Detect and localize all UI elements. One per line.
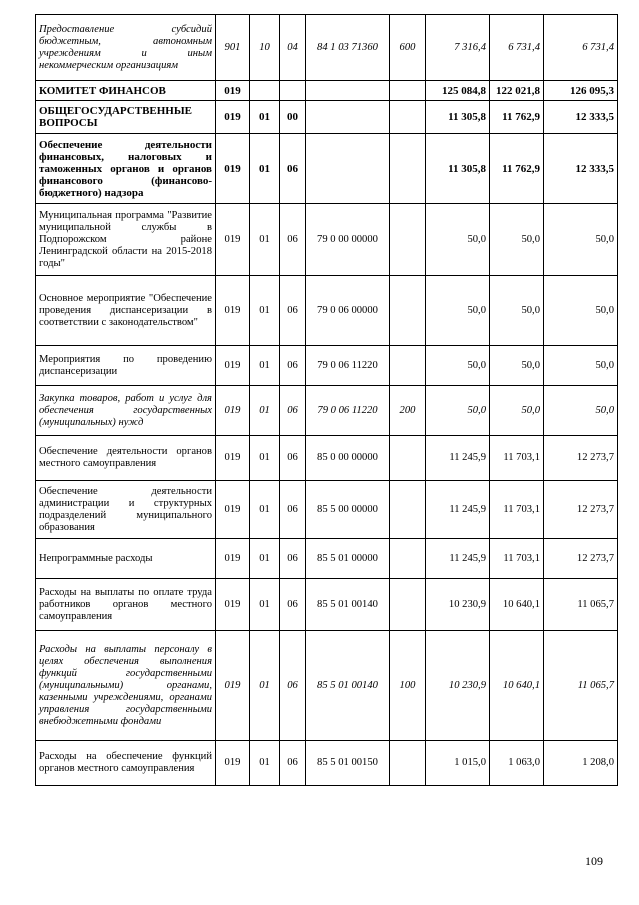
row-value-2: 10 640,1 — [490, 631, 544, 741]
row-section: 01 — [250, 101, 280, 134]
row-name: КОМИТЕТ ФИНАНСОВ — [36, 81, 216, 101]
row-value-1: 11 305,8 — [426, 101, 490, 134]
row-grbs: 019 — [216, 346, 250, 386]
row-value-3: 50,0 — [544, 346, 618, 386]
row-target-code: 85 0 00 00000 — [306, 436, 390, 481]
row-expense-type — [390, 134, 426, 204]
row-name: Закупка товаров, работ и услуг для обеспечения государственных (муниципальных) нужд — [36, 386, 216, 436]
row-target-code: 85 5 01 00140 — [306, 631, 390, 741]
row-value-3: 12 273,7 — [544, 481, 618, 539]
row-subsection: 00 — [280, 101, 306, 134]
row-value-3: 12 273,7 — [544, 436, 618, 481]
row-expense-type: 200 — [390, 386, 426, 436]
row-grbs: 019 — [216, 276, 250, 346]
row-target-code: 79 0 06 11220 — [306, 346, 390, 386]
row-expense-type — [390, 741, 426, 786]
row-value-1: 11 305,8 — [426, 134, 490, 204]
row-value-1: 11 245,9 — [426, 481, 490, 539]
row-expense-type — [390, 81, 426, 101]
table-row — [36, 539, 618, 579]
row-section: 01 — [250, 481, 280, 539]
row-name: Непрограммные расходы — [36, 539, 216, 579]
row-section — [250, 81, 280, 101]
row-target-code: 85 5 01 00150 — [306, 741, 390, 786]
row-subsection: 06 — [280, 539, 306, 579]
row-section: 01 — [250, 386, 280, 436]
row-section: 01 — [250, 346, 280, 386]
row-value-2: 11 703,1 — [490, 481, 544, 539]
row-value-1: 50,0 — [426, 386, 490, 436]
table-row — [36, 276, 618, 346]
row-subsection: 06 — [280, 436, 306, 481]
table-row — [36, 741, 618, 786]
row-subsection: 04 — [280, 15, 306, 81]
table-row — [36, 15, 618, 81]
row-expense-type — [390, 101, 426, 134]
row-value-1: 50,0 — [426, 204, 490, 276]
row-section: 10 — [250, 15, 280, 81]
row-grbs: 019 — [216, 741, 250, 786]
page-number: 109 — [585, 854, 603, 868]
row-grbs: 019 — [216, 436, 250, 481]
row-name: Обеспечение деятельности органов местного самоуправления — [36, 436, 216, 481]
table-row — [36, 346, 618, 386]
row-grbs: 019 — [216, 204, 250, 276]
row-expense-type — [390, 346, 426, 386]
row-value-2: 11 703,1 — [490, 539, 544, 579]
row-value-3: 1 208,0 — [544, 741, 618, 786]
row-expense-type: 600 — [390, 15, 426, 81]
row-value-2: 50,0 — [490, 204, 544, 276]
row-target-code: 85 5 01 00000 — [306, 539, 390, 579]
row-section: 01 — [250, 134, 280, 204]
row-target-code — [306, 81, 390, 101]
row-value-2: 10 640,1 — [490, 579, 544, 631]
row-value-1: 10 230,9 — [426, 631, 490, 741]
row-value-3: 50,0 — [544, 386, 618, 436]
row-target-code: 79 0 00 00000 — [306, 204, 390, 276]
row-value-3: 11 065,7 — [544, 631, 618, 741]
row-value-2: 1 063,0 — [490, 741, 544, 786]
row-subsection: 06 — [280, 386, 306, 436]
row-subsection: 06 — [280, 276, 306, 346]
row-section: 01 — [250, 276, 280, 346]
row-value-1: 50,0 — [426, 346, 490, 386]
row-name: Расходы на обеспечение функций органов местного самоуправления — [36, 741, 216, 786]
row-value-2: 50,0 — [490, 276, 544, 346]
row-grbs: 901 — [216, 15, 250, 81]
row-value-1: 1 015,0 — [426, 741, 490, 786]
row-value-2: 6 731,4 — [490, 15, 544, 81]
row-value-1: 11 245,9 — [426, 539, 490, 579]
row-name: Мероприятия по проведению диспансеризации — [36, 346, 216, 386]
row-grbs: 019 — [216, 134, 250, 204]
row-value-1: 10 230,9 — [426, 579, 490, 631]
row-target-code: 85 5 00 00000 — [306, 481, 390, 539]
row-value-3: 12 333,5 — [544, 101, 618, 134]
row-subsection: 06 — [280, 204, 306, 276]
row-expense-type — [390, 481, 426, 539]
row-subsection: 06 — [280, 346, 306, 386]
row-section: 01 — [250, 579, 280, 631]
row-expense-type — [390, 436, 426, 481]
row-value-3: 50,0 — [544, 204, 618, 276]
row-value-2: 50,0 — [490, 386, 544, 436]
row-value-3: 12 273,7 — [544, 539, 618, 579]
row-expense-type — [390, 276, 426, 346]
row-name: Предоставление субсидий бюджетным, автономным учреждениям и иным некоммерческим организациям — [36, 15, 216, 81]
row-expense-type: 100 — [390, 631, 426, 741]
row-section: 01 — [250, 204, 280, 276]
row-section: 01 — [250, 631, 280, 741]
row-grbs: 019 — [216, 386, 250, 436]
row-target-code: 84 1 03 71360 — [306, 15, 390, 81]
row-value-3: 50,0 — [544, 276, 618, 346]
row-name: Муниципальная программа "Развитие муниципальной службы в Подпорожском районе Ленинградской области на 2015-2018 годы" — [36, 204, 216, 276]
row-value-2: 11 762,9 — [490, 134, 544, 204]
row-value-2: 11 762,9 — [490, 101, 544, 134]
row-value-3: 11 065,7 — [544, 579, 618, 631]
row-subsection: 06 — [280, 579, 306, 631]
row-subsection — [280, 81, 306, 101]
row-value-1: 50,0 — [426, 276, 490, 346]
row-value-2: 122 021,8 — [490, 81, 544, 101]
row-section: 01 — [250, 436, 280, 481]
row-name: Основное мероприятие "Обеспечение проведения диспансеризации в соответствии с законодательством" — [36, 276, 216, 346]
table-row — [36, 481, 618, 539]
row-expense-type — [390, 539, 426, 579]
row-target-code — [306, 134, 390, 204]
row-value-1: 11 245,9 — [426, 436, 490, 481]
row-grbs: 019 — [216, 81, 250, 101]
row-value-3: 12 333,5 — [544, 134, 618, 204]
row-subsection: 06 — [280, 631, 306, 741]
row-expense-type — [390, 579, 426, 631]
row-subsection: 06 — [280, 134, 306, 204]
row-value-1: 125 084,8 — [426, 81, 490, 101]
row-grbs: 019 — [216, 539, 250, 579]
budget-table — [35, 14, 618, 786]
row-subsection: 06 — [280, 741, 306, 786]
table-row — [36, 134, 618, 204]
row-target-code: 79 0 06 11220 — [306, 386, 390, 436]
row-subsection: 06 — [280, 481, 306, 539]
table-row — [36, 204, 618, 276]
row-value-2: 50,0 — [490, 346, 544, 386]
row-grbs: 019 — [216, 579, 250, 631]
row-value-3: 126 095,3 — [544, 81, 618, 101]
table-row — [36, 81, 618, 101]
row-target-code: 79 0 06 00000 — [306, 276, 390, 346]
table-row — [36, 386, 618, 436]
row-name: Обеспечение деятельности финансовых, налоговых и таможенных органов и органов финансового (финансово-бюджетного) надзора — [36, 134, 216, 204]
row-section: 01 — [250, 741, 280, 786]
row-name: Обеспечение деятельности администрации и структурных подразделений муниципального образования — [36, 481, 216, 539]
row-grbs: 019 — [216, 481, 250, 539]
row-target-code: 85 5 01 00140 — [306, 579, 390, 631]
row-expense-type — [390, 204, 426, 276]
row-name: ОБЩЕГОСУДАРСТВЕННЫЕ ВОПРОСЫ — [36, 101, 216, 134]
row-value-3: 6 731,4 — [544, 15, 618, 81]
table-row — [36, 101, 618, 134]
row-target-code — [306, 101, 390, 134]
row-grbs: 019 — [216, 101, 250, 134]
table-row — [36, 579, 618, 631]
row-name: Расходы на выплаты по оплате труда работников органов местного самоуправления — [36, 579, 216, 631]
row-value-2: 11 703,1 — [490, 436, 544, 481]
row-value-1: 7 316,4 — [426, 15, 490, 81]
row-grbs: 019 — [216, 631, 250, 741]
table-row — [36, 436, 618, 481]
table-row — [36, 631, 618, 741]
row-section: 01 — [250, 539, 280, 579]
row-name: Расходы на выплаты персоналу в целях обеспечения выполнения функций государственными (муниципальными) органами, казенными учреждениями, органами управления государственными внебюджетными фондами — [36, 631, 216, 741]
